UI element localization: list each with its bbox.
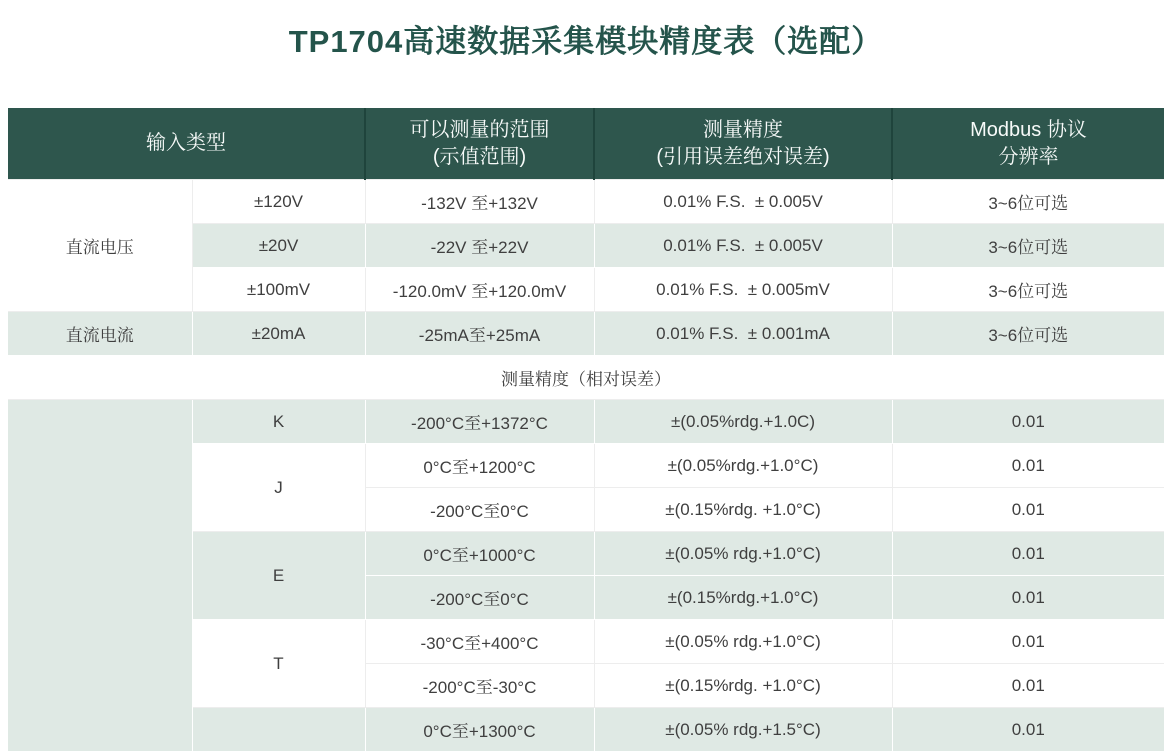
section-divider-row xyxy=(8,356,1164,400)
header-accuracy-line1: 测量精度 xyxy=(703,118,783,141)
input-sub-cell xyxy=(192,708,365,752)
resolution-cell: 0.01 xyxy=(892,400,1164,444)
page-title: TP1704高速数据采集模块精度表（选配） xyxy=(288,24,884,59)
range-cell: 0°C至+1000°C xyxy=(365,532,594,576)
accuracy-cell: ±(0.15%rdg. +1.0°C) xyxy=(594,488,892,532)
accuracy-cell: 0.01% F.S. ± 0.005mV xyxy=(594,268,892,312)
resolution-cell: 0.01 xyxy=(892,532,1164,576)
header-modbus-line1: Modbus 协议 xyxy=(970,118,1087,141)
range-cell: -200°C至-30°C xyxy=(365,664,594,708)
header-modbus-line2: 分辨率 xyxy=(998,145,1059,168)
accuracy-cell: 0.01% F.S. ± 0.005V xyxy=(594,224,892,268)
range-cell: -200°C至0°C xyxy=(365,576,594,620)
input-sub-cell: ±20V xyxy=(192,224,365,268)
resolution-cell: 0.01 xyxy=(892,620,1164,664)
accuracy-cell: 0.01% F.S. ± 0.005V xyxy=(594,180,892,224)
range-cell: -200°C至+1372°C xyxy=(365,400,594,444)
header-accuracy xyxy=(594,108,892,180)
input-sub-cell: ±120V xyxy=(192,180,365,224)
range-cell: 0°C至+1200°C xyxy=(365,444,594,488)
header-accuracy-line2: (引用误差绝对误差) xyxy=(656,145,830,168)
range-cell: -30°C至+400°C xyxy=(365,620,594,664)
range-cell: -22V 至+22V xyxy=(365,224,594,268)
header-range xyxy=(365,108,594,180)
range-cell: -200°C至0°C xyxy=(365,488,594,532)
header-row xyxy=(8,108,1164,180)
title-bar xyxy=(0,0,1172,100)
resolution-cell: 0.01 xyxy=(892,708,1164,752)
accuracy-cell: 0.01% F.S. ± 0.001mA xyxy=(594,312,892,356)
input-sub-cell: E xyxy=(192,532,365,620)
accuracy-cell: ±(0.05% rdg.+1.5°C) xyxy=(594,708,892,752)
input-sub-cell: T xyxy=(192,620,365,708)
input-group-cell xyxy=(8,400,192,752)
resolution-cell: 0.01 xyxy=(892,488,1164,532)
accuracy-cell: ±(0.15%rdg.+1.0°C) xyxy=(594,576,892,620)
resolution-cell: 0.01 xyxy=(892,664,1164,708)
input-sub-cell: ±100mV xyxy=(192,268,365,312)
header-range-line1: 可以测量的范围 xyxy=(409,118,550,141)
header-range-line2: (示值范围) xyxy=(432,145,527,168)
resolution-cell: 0.01 xyxy=(892,444,1164,488)
accuracy-cell: ±(0.05%rdg.+1.0C) xyxy=(594,400,892,444)
range-cell: -132V 至+132V xyxy=(365,180,594,224)
range-cell: -25mA至+25mA xyxy=(365,312,594,356)
header-input-type xyxy=(8,108,365,180)
resolution-cell: 0.01 xyxy=(892,576,1164,620)
input-group-cell: 直流电流 xyxy=(8,312,192,356)
resolution-cell: 3~6位可选 xyxy=(892,312,1164,356)
accuracy-cell: ±(0.05% rdg.+1.0°C) xyxy=(594,532,892,576)
input-group-cell: 直流电压 xyxy=(8,180,192,312)
resolution-cell: 3~6位可选 xyxy=(892,224,1164,268)
table-row xyxy=(8,312,1164,356)
range-cell: -120.0mV 至+120.0mV xyxy=(365,268,594,312)
range-cell: 0°C至+1300°C xyxy=(365,708,594,752)
input-sub-cell: ±20mA xyxy=(192,312,365,356)
table-row xyxy=(8,180,1164,224)
input-sub-cell: K xyxy=(192,400,365,444)
header-modbus xyxy=(892,108,1164,180)
precision-table xyxy=(8,108,1164,752)
accuracy-cell: ±(0.05% rdg.+1.0°C) xyxy=(594,620,892,664)
section-divider-label: 测量精度（相对误差） xyxy=(8,356,1164,400)
accuracy-cell: ±(0.15%rdg. +1.0°C) xyxy=(594,664,892,708)
resolution-cell: 3~6位可选 xyxy=(892,268,1164,312)
header-input-type-label: 输入类型 xyxy=(146,132,226,154)
resolution-cell: 3~6位可选 xyxy=(892,180,1164,224)
table-row xyxy=(8,400,1164,444)
input-sub-cell: J xyxy=(192,444,365,532)
accuracy-cell: ±(0.05%rdg.+1.0°C) xyxy=(594,444,892,488)
